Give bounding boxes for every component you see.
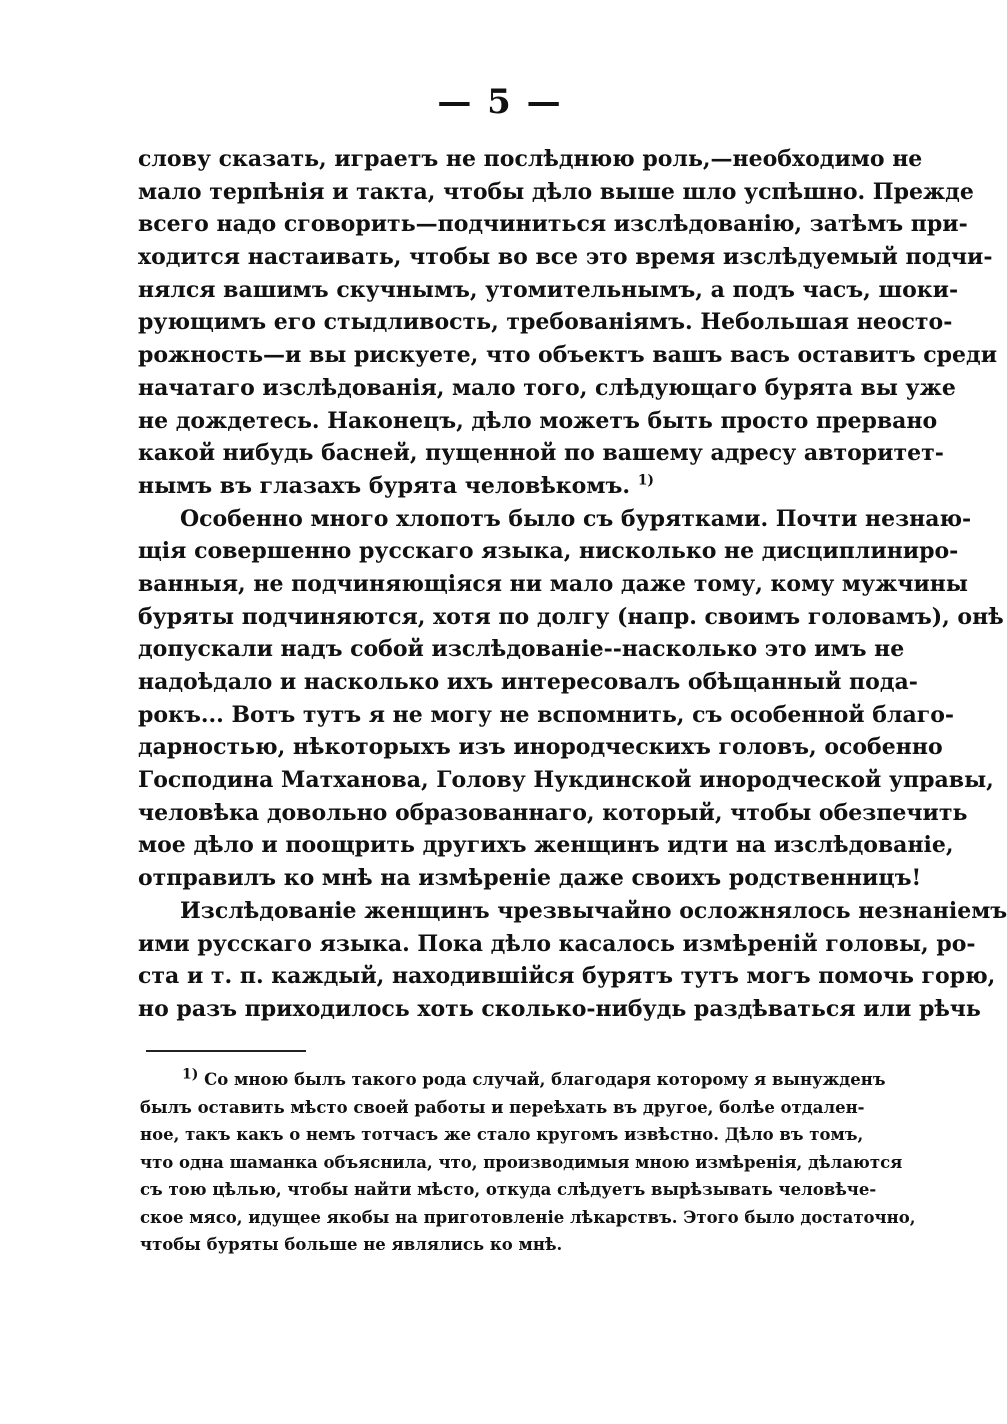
- text-line: какой нибудь басней, пущенной по вашему адресу авторитет-: [138, 440, 944, 467]
- text-line: ста и т. п. каждый, находившійся бурятъ тутъ могъ помочь горю,: [138, 963, 996, 990]
- text-line: мало терпѣнія и такта, чтобы дѣло выше шло успѣшно. Прежде: [138, 178, 974, 205]
- text-line: начатаго изслѣдованія, мало того, слѣдующаго бурята вы уже: [138, 374, 956, 401]
- text-line: рокъ... Вотъ тутъ я не могу не вспомнить, съ особенной благо-: [138, 701, 955, 728]
- text-line: не дождетесь. Наконецъ, дѣло можетъ быть просто прервано: [138, 407, 938, 434]
- text-line: надоѣдало и насколько ихъ интересовалъ обѣщанный пода-: [138, 669, 918, 695]
- text-line: но разъ приходилось хоть сколько-нибудь раздѣваться или рѣчь: [138, 995, 981, 1022]
- text-line-with-footnote-ref: [138, 470, 860, 503]
- text-line: слову сказать, играетъ не послѣднюю роль,—необходимо не: [138, 146, 923, 172]
- text-line: ходится настаивать, чтобы во все это время изслѣдуемый подчи-: [138, 244, 993, 271]
- text-line: рующимъ его стыдливость, требованіямъ. Небольшая неосто-: [138, 309, 953, 336]
- footnote-line: Со мною былъ такого рода случай, благодаря которому я вынужденъ: [204, 1070, 886, 1089]
- text-line: мое дѣло и поощрить другихъ женщинъ идти на изслѣдованіе,: [138, 832, 954, 859]
- text-line: дарностью, нѣкоторыхъ изъ инородческихъ головъ, особенно: [138, 734, 943, 761]
- footnote-line: что одна шаманка объяснила, что, производимыя мною измѣренія, дѣлаются: [140, 1152, 903, 1172]
- text-line: ванныя, не подчиняющіяся ни мало даже тому, кому мужчины: [138, 570, 968, 597]
- text-line: рожность—и вы рискуете, что объектъ вашъ васъ оставитъ среди: [138, 342, 998, 369]
- footnote-line-with-marker: [140, 1066, 886, 1094]
- text-line: нымъ въ глазахъ бурята человѣкомъ.: [138, 472, 631, 499]
- text-line: Господина Матханова, Голову Нукдинской инородческой управы,: [138, 767, 994, 794]
- text-line: человѣка довольно образованнаго, который, чтобы обезпечить: [138, 799, 968, 826]
- main-text: [138, 143, 1007, 1026]
- footnote-line: былъ оставить мѣсто своей работы и переѣхать въ другое, болѣе отдален-: [140, 1097, 865, 1117]
- text-line: щія совершенно русскаго языка, нисколько не дисциплиниро-: [138, 538, 959, 565]
- text-line: Особенно много хлопотъ было съ бурятками. Почти незнаю-: [180, 505, 972, 532]
- footnote-divider: [146, 1050, 306, 1052]
- page-number: — 5 —: [437, 82, 563, 122]
- footnote-line: ное, такъ какъ о немъ тотчасъ же стало кругомъ извѣстно. Дѣло въ томъ,: [140, 1125, 864, 1144]
- text-line: всего надо сговорить—подчиниться изслѣдованію, затѣмъ при-: [138, 211, 968, 238]
- footnote-marker: 1): [182, 1066, 199, 1083]
- footnote-line: ское мясо, идущее якобы на приготовленіе лѣкарствъ. Этого было достаточно,: [140, 1207, 916, 1227]
- footnote-line: чтобы буряты больше не являлись ко мнѣ.: [140, 1235, 563, 1254]
- text-line: ими русскаго языка. Пока дѣло касалось измѣреній головы, ро-: [138, 930, 976, 957]
- text-line: допускали надъ собой изслѣдованіе--насколько это имъ не: [138, 636, 905, 663]
- text-line: отправилъ ко мнѣ на измѣреніе даже своихъ родственницъ!: [138, 865, 922, 892]
- text-line: буряты подчиняются, хотя по долгу (напр. своимъ головамъ), онѣ: [138, 603, 1004, 630]
- footnote-reference[interactable]: 1): [637, 472, 655, 489]
- text-line: нялся вашимъ скучнымъ, утомительнымъ, а подъ часъ, шоки-: [138, 276, 959, 303]
- text-line: Изслѣдованіе женщинъ чрезвычайно осложнялось незнаніемъ: [180, 897, 1007, 924]
- footnote-line: съ тою цѣлью, чтобы найти мѣсто, откуда слѣдуетъ вырѣзывать человѣче-: [140, 1180, 877, 1199]
- footnote: [140, 1066, 916, 1259]
